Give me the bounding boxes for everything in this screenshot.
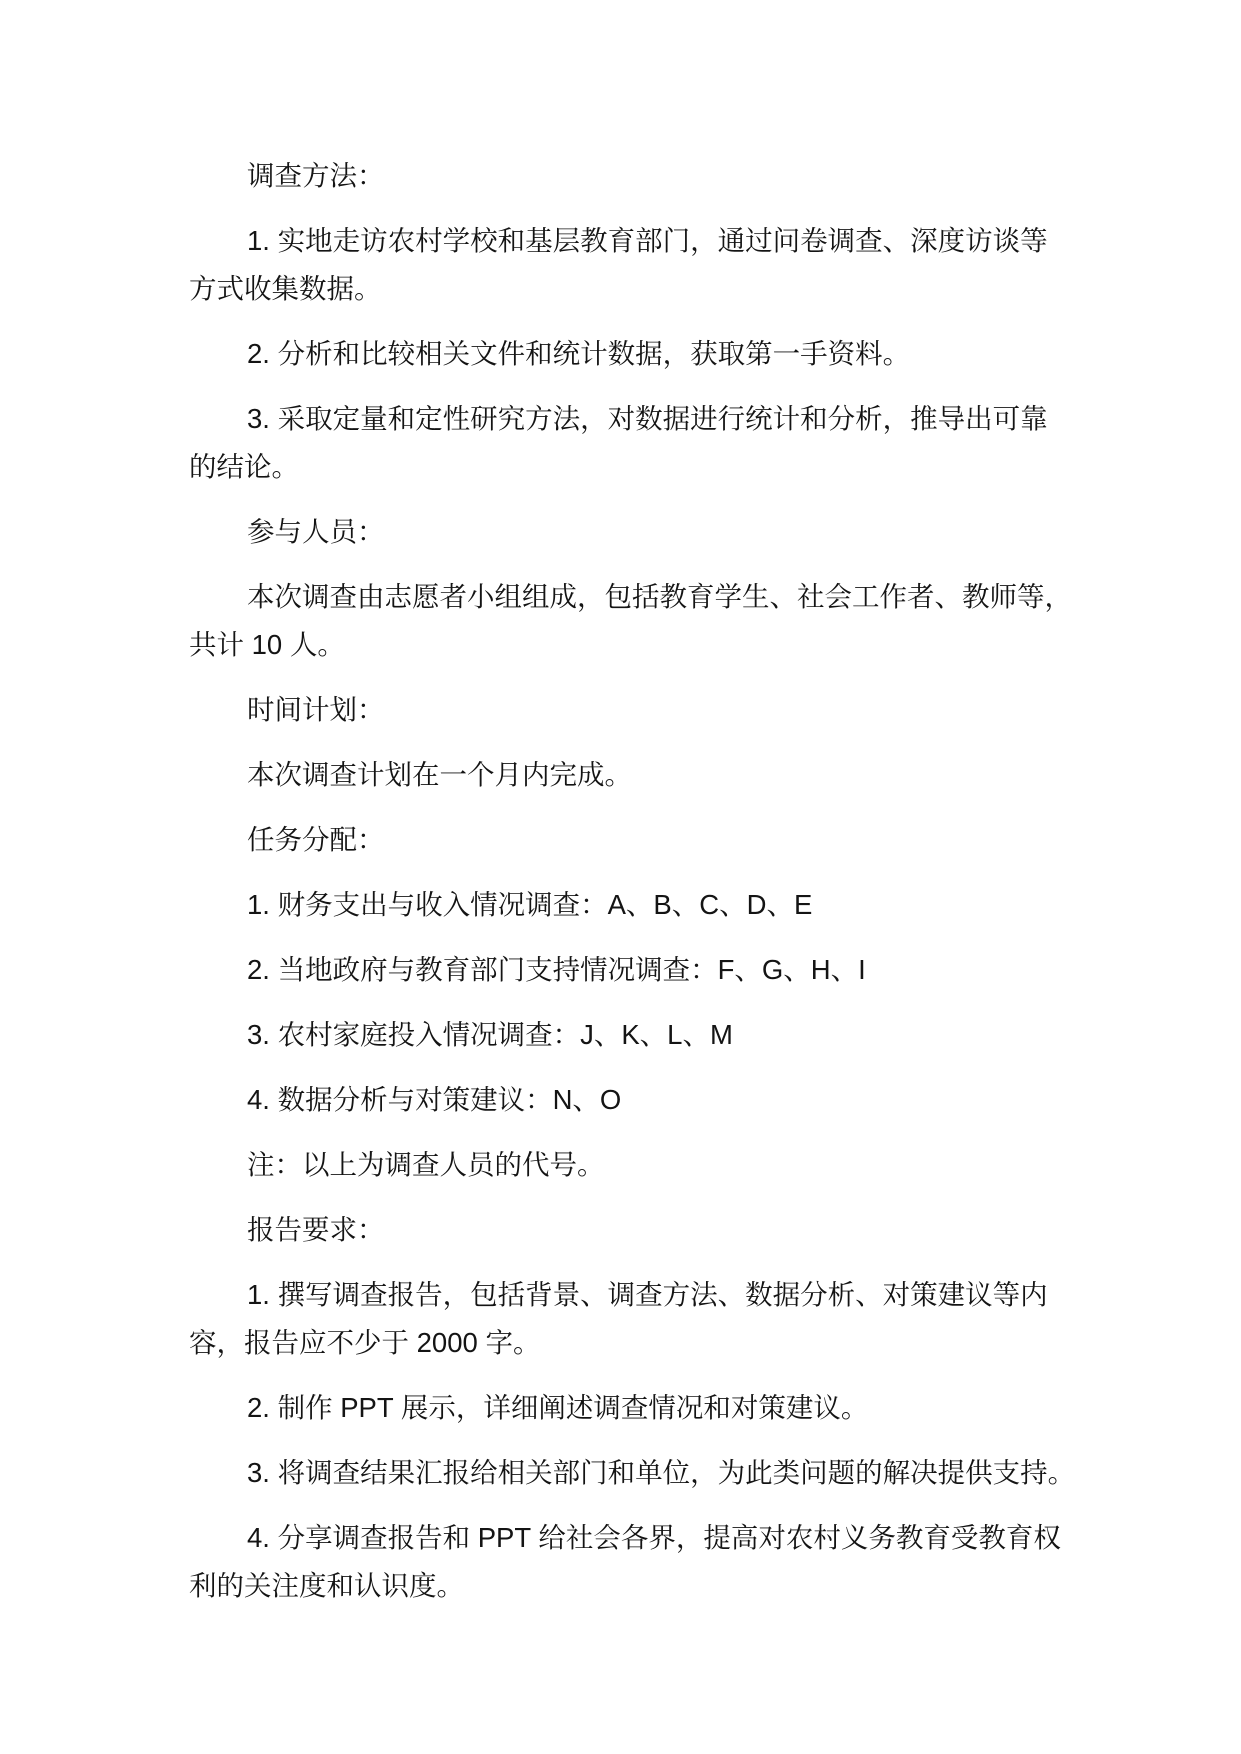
paragraph-line: 1. 实地走访农村学校和基层教育部门，通过问卷调查、深度访谈等 [247, 225, 1048, 256]
paragraph-line: 方式收集数据。 [189, 273, 382, 304]
paragraph-line: 容，报告应不少于 2000 字。 [189, 1327, 541, 1358]
report-item-1 [189, 1271, 1241, 1367]
report-item-4 [189, 1514, 1241, 1610]
paragraph-line: 本次调查由志愿者小组组成，包括教育学生、社会工作者、教师等， [247, 581, 1072, 612]
paragraph-line: 注：以上为调查人员的代号。 [247, 1149, 605, 1180]
task-item-2 [189, 946, 1241, 994]
method-item-1 [189, 217, 1241, 313]
method-item-3 [189, 395, 1241, 491]
paragraph-line: 3. 将调查结果汇报给相关部门和单位，为此类问题的解决提供支持。 [247, 1457, 1076, 1488]
paragraph-line: 的结论。 [189, 451, 299, 482]
method-item-2 [189, 330, 1241, 378]
section-heading-participants [189, 508, 1241, 556]
section-heading-schedule [189, 686, 1241, 734]
paragraph-line: 本次调查计划在一个月内完成。 [247, 759, 632, 790]
section-heading-survey-methods [189, 152, 1241, 200]
paragraph-line: 3. 采取定量和定性研究方法，对数据进行统计和分析，推导出可靠 [247, 403, 1048, 434]
task-note [189, 1141, 1241, 1189]
task-item-3 [189, 1011, 1241, 1059]
paragraph-line: 2. 当地政府与教育部门支持情况调查：F、G、H、I [247, 954, 866, 985]
paragraph-line: 2. 分析和比较相关文件和统计数据，获取第一手资料。 [247, 338, 911, 369]
paragraph-line: 任务分配： [247, 824, 385, 855]
report-item-3 [189, 1449, 1241, 1497]
paragraph-line: 3. 农村家庭投入情况调查：J、K、L、M [247, 1019, 733, 1050]
paragraph-line: 调查方法： [247, 160, 385, 191]
section-heading-task-assignment [189, 816, 1241, 864]
paragraph-line: 1. 撰写调查报告，包括背景、调查方法、数据分析、对策建议等内 [247, 1279, 1048, 1310]
paragraph-line: 报告要求： [247, 1214, 385, 1245]
report-item-2 [189, 1384, 1241, 1432]
section-heading-report-requirements [189, 1206, 1241, 1254]
paragraph-line: 时间计划： [247, 694, 385, 725]
participants-description [189, 573, 1241, 669]
paragraph-line: 4. 分享调查报告和 PPT 给社会各界，提高对农村义务教育受教育权 [247, 1522, 1061, 1553]
paragraph-line: 利的关注度和认识度。 [189, 1570, 464, 1601]
schedule-description [189, 751, 1241, 799]
paragraph-line: 4. 数据分析与对策建议：N、O [247, 1084, 622, 1115]
paragraph-line: 共计 10 人。 [189, 629, 345, 660]
paragraph-line: 参与人员： [247, 516, 385, 547]
task-item-4 [189, 1076, 1241, 1124]
task-item-1 [189, 881, 1241, 929]
paragraph-line: 2. 制作 PPT 展示，详细阐述调查情况和对策建议。 [247, 1392, 869, 1423]
paragraph-line: 1. 财务支出与收入情况调查：A、B、C、D、E [247, 889, 813, 920]
